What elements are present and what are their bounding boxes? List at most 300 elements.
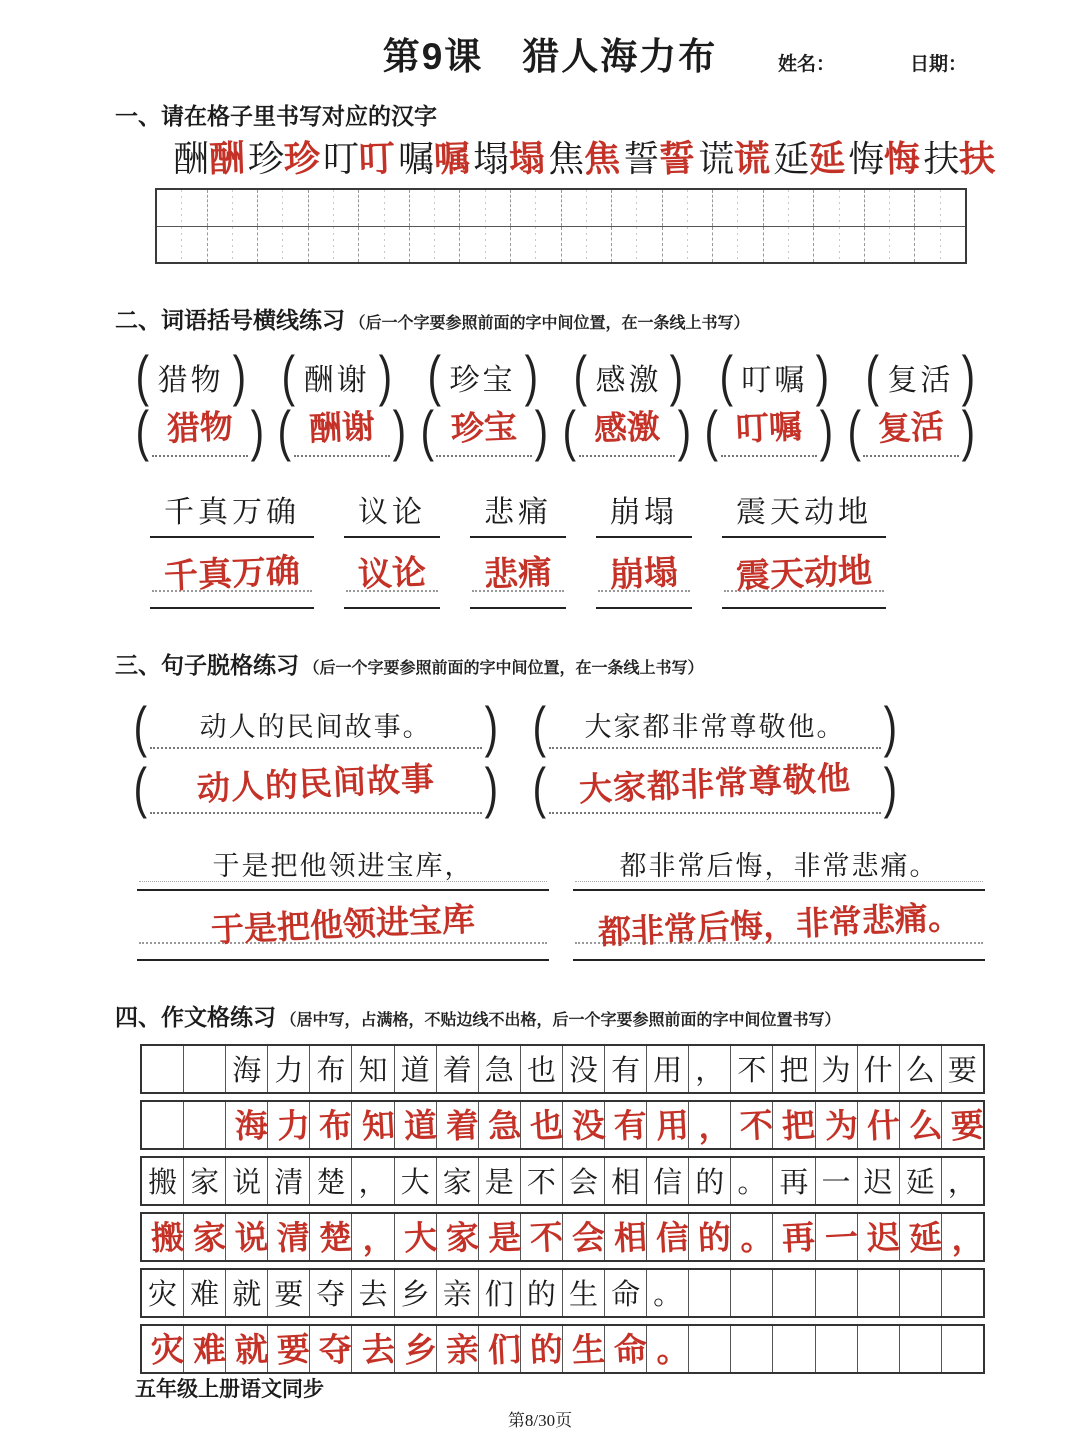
grid-cell [511, 227, 562, 262]
paren-word-hand-slot [863, 406, 959, 457]
composition-cell [858, 1158, 900, 1204]
date-label: 日期： [909, 54, 967, 75]
composition-char: ， [697, 1108, 733, 1146]
composition-cell [310, 1326, 352, 1372]
composition-char: 着 [444, 1108, 480, 1146]
composition-cell [858, 1270, 900, 1316]
composition-cell [395, 1214, 437, 1260]
paren-word-print-item [425, 344, 540, 408]
char-pairs-row [173, 138, 997, 180]
composition-char: 家 [190, 1167, 220, 1200]
footer-page-number: 第8/30页 [507, 1411, 573, 1430]
composition-cell [226, 1102, 268, 1148]
open-paren-glyph: ( [847, 399, 861, 463]
composition-char: 有 [611, 1055, 641, 1088]
composition-cell [605, 1158, 647, 1204]
composition-char: 会 [568, 1167, 598, 1200]
composition-cell [479, 1102, 521, 1148]
line-word-hand-text: 议论 [357, 554, 427, 595]
composition-char: 清 [274, 1167, 304, 1200]
composition-char: 急 [484, 1055, 514, 1088]
line-word-print-slot [470, 487, 566, 538]
composition-char: 大 [402, 1220, 438, 1258]
composition-char: 把 [779, 1055, 809, 1088]
composition-cell [352, 1102, 394, 1148]
composition-cell [226, 1046, 268, 1092]
composition-char: 再 [779, 1167, 809, 1200]
composition-cell [773, 1158, 815, 1204]
page-title: 第9课 猎人海力布 [382, 36, 718, 77]
section3-heading [115, 647, 985, 680]
paren-word-hand-text: 感激 [592, 409, 661, 449]
composition-cell [773, 1102, 815, 1148]
close-paren-glyph: ) [378, 344, 392, 408]
grid-row [157, 190, 965, 226]
composition-cell [226, 1214, 268, 1260]
composition-char: 信 [655, 1220, 691, 1258]
line-word-print-text: 崩塌 [610, 495, 678, 529]
composition-cell [437, 1214, 479, 1260]
close-paren-glyph: ) [819, 399, 834, 463]
composition-char: 海 [234, 1108, 270, 1146]
composition-cell [437, 1158, 479, 1204]
grid-cell [562, 190, 613, 226]
paren-word-print-slot [881, 355, 959, 399]
composition-char: 什 [865, 1108, 901, 1146]
composition-cell [773, 1214, 815, 1260]
composition-cell [563, 1046, 605, 1092]
line-sentence-print-slot [137, 844, 549, 891]
paren-word-hand-slot [721, 406, 817, 457]
composition-cell [521, 1158, 563, 1204]
composition-char: 的 [697, 1220, 733, 1258]
paren-word-hand-text: 叮嘱 [735, 409, 803, 449]
composition-cell [858, 1214, 900, 1260]
name-label: 姓名： [777, 54, 835, 75]
composition-char: 去 [358, 1279, 388, 1312]
grid-cell [410, 227, 461, 262]
grid-cell [713, 190, 764, 226]
composition-char: 生 [571, 1332, 607, 1370]
composition-char: 没 [568, 1055, 598, 1088]
grid-cell [460, 227, 511, 262]
composition-cell [395, 1270, 437, 1316]
composition-char: 没 [571, 1108, 607, 1146]
paren-sentence-print-text: 大家都非常尊敬他。 [584, 712, 846, 743]
composition-char: 就 [232, 1279, 262, 1312]
composition-char: 为 [823, 1108, 859, 1146]
grid-cell [511, 190, 562, 226]
composition-char: 家 [444, 1220, 480, 1258]
line-word-print-text: 千真万确 [164, 495, 300, 529]
composition-char: 搬 [148, 1167, 178, 1200]
composition-cell [647, 1102, 689, 1148]
paren-word-print-slot [444, 355, 522, 399]
paren-word-print-text: 酬谢 [303, 363, 370, 397]
composition-row-print [140, 1268, 985, 1318]
line-words-print-row [150, 487, 985, 538]
composition-cell [816, 1326, 858, 1372]
composition-cell [900, 1046, 942, 1092]
composition-cell [395, 1158, 437, 1204]
paren-word-hand-text: 酬谢 [308, 409, 376, 449]
section4-heading-text: 四、作文格练习 [115, 1003, 276, 1030]
composition-char: 相 [613, 1220, 649, 1258]
paren-word-hand-text: 猎物 [165, 409, 234, 449]
composition-cell [689, 1158, 731, 1204]
character-print: 叮 [323, 139, 360, 179]
open-paren-glyph: ( [281, 344, 295, 408]
character-handwritten: 扶 [958, 138, 997, 180]
composition-cell [689, 1326, 731, 1372]
composition-char: 再 [781, 1220, 817, 1258]
line-word-hand-text: 震天动地 [735, 553, 873, 596]
composition-char: 把 [781, 1108, 817, 1146]
line-words-hand-row [150, 546, 985, 609]
open-paren-glyph: ( [277, 399, 292, 463]
composition-char: 说 [232, 1167, 262, 1200]
composition-char: 要 [276, 1332, 312, 1370]
line-word-hand-text: 千真万确 [163, 553, 301, 596]
character-print: 塌 [473, 139, 510, 179]
composition-cell [563, 1158, 605, 1204]
composition-char: 是 [484, 1167, 514, 1200]
composition-char: ， [950, 1220, 985, 1258]
grid-cell [208, 190, 259, 226]
paren-sentence-hand-text: 大家都非常尊敬他 [578, 761, 852, 810]
character-print: 珍 [248, 139, 285, 179]
line-sentences-print-row [137, 844, 985, 891]
composition-cell [437, 1326, 479, 1372]
composition-char: 乡 [402, 1332, 438, 1370]
paren-word-hand-item [275, 399, 408, 463]
composition-char: 要 [274, 1279, 304, 1312]
composition-char: 。 [655, 1332, 691, 1370]
composition-char: 是 [487, 1220, 522, 1258]
composition-row-print [140, 1156, 985, 1206]
composition-char: 一 [823, 1220, 859, 1258]
composition-cell [184, 1326, 226, 1372]
composition-char: ， [358, 1167, 388, 1200]
paren-word-print-item [133, 344, 248, 408]
grid-cell [865, 190, 916, 226]
composition-cell [268, 1270, 310, 1316]
line-word-print-text: 悲痛 [484, 495, 552, 529]
character-print: 悔 [848, 139, 885, 179]
close-paren-glyph: ) [250, 399, 264, 463]
open-paren-glyph: ( [135, 399, 150, 463]
composition-cell [605, 1326, 647, 1372]
grid-row [157, 226, 965, 262]
composition-char: 知 [358, 1055, 388, 1088]
composition-cell [479, 1158, 521, 1204]
composition-cell [731, 1214, 773, 1260]
open-paren-glyph: ( [133, 694, 148, 758]
open-paren-glyph: ( [573, 344, 587, 408]
section1-heading [115, 98, 985, 131]
composition-char: ， [947, 1167, 977, 1200]
composition-char: 清 [276, 1220, 312, 1258]
composition-cell [900, 1326, 942, 1372]
grid-cell [309, 190, 360, 226]
composition-char: 灾 [150, 1332, 186, 1370]
line-word-print-slot [344, 487, 440, 538]
composition-cell [352, 1046, 394, 1092]
composition-cell [310, 1158, 352, 1204]
character-handwritten: 塌 [508, 138, 546, 180]
composition-char: 不 [529, 1220, 564, 1258]
section2-heading-note: （后一个字要参照前面的字中间位置，在一条线上书写） [349, 315, 750, 333]
line-sentences-hand-row [137, 899, 985, 961]
composition-cell [352, 1158, 394, 1204]
composition-cell [942, 1270, 983, 1316]
grid-cell [258, 190, 309, 226]
composition-char: 有 [613, 1108, 649, 1146]
composition-cell [268, 1326, 310, 1372]
composition-cell [184, 1214, 226, 1260]
line-sentence-hand-slot [137, 899, 549, 961]
line-sentence-print-slot [573, 844, 985, 891]
composition-grid [140, 1044, 985, 1374]
composition-cell [942, 1214, 983, 1260]
close-paren-glyph: ) [961, 344, 976, 408]
composition-cell [395, 1326, 437, 1372]
composition-cell [731, 1046, 773, 1092]
close-paren-glyph: ) [883, 755, 898, 819]
composition-char: 难 [192, 1332, 228, 1370]
paren-sentence-hand-slot [549, 762, 881, 814]
composition-cell [605, 1214, 647, 1260]
composition-cell [900, 1270, 942, 1316]
open-paren-glyph: ( [865, 344, 879, 408]
composition-char: 不 [526, 1167, 556, 1200]
character-handwritten: 酬 [208, 138, 246, 180]
paren-word-print-slot [152, 355, 230, 399]
composition-cell [142, 1102, 184, 1148]
composition-cell [605, 1046, 647, 1092]
paren-word-print-item [571, 344, 686, 408]
composition-cell [521, 1270, 563, 1316]
open-paren-glyph: ( [420, 399, 434, 463]
composition-char: 相 [611, 1167, 641, 1200]
line-sentence-hand-text: 于是把他领进宝库 [210, 901, 476, 950]
composition-char: 用 [653, 1055, 683, 1088]
paren-sentence-hand-item [530, 755, 899, 819]
composition-char: 用 [655, 1108, 691, 1146]
character-print: 酬 [173, 139, 210, 179]
composition-char: 也 [529, 1108, 564, 1146]
composition-cell [521, 1214, 563, 1260]
composition-char: 迟 [865, 1220, 901, 1258]
paren-word-hand-slot [579, 406, 675, 457]
composition-char: 的 [526, 1279, 556, 1312]
composition-cell [268, 1102, 310, 1148]
composition-cell [437, 1270, 479, 1316]
open-paren-glyph: ( [135, 344, 150, 408]
character-handwritten: 延 [808, 138, 846, 180]
close-paren-glyph: ) [961, 399, 976, 463]
composition-cell [731, 1270, 773, 1316]
paren-word-print-slot [589, 355, 667, 399]
composition-char: 说 [234, 1220, 270, 1258]
composition-char: 家 [192, 1220, 228, 1258]
composition-cell [479, 1270, 521, 1316]
composition-cell [773, 1326, 815, 1372]
composition-cell [816, 1158, 858, 1204]
grid-cell [865, 227, 916, 262]
paren-word-print-text: 猎物 [157, 363, 224, 397]
character-handwritten: 珍 [283, 138, 321, 180]
composition-char: 道 [402, 1108, 438, 1146]
composition-cell [900, 1158, 942, 1204]
paren-word-print-item [863, 344, 978, 408]
composition-char: 道 [400, 1055, 430, 1088]
composition-cell [647, 1214, 689, 1260]
composition-cell [142, 1158, 184, 1204]
composition-cell [900, 1214, 942, 1260]
grid-cell [915, 227, 965, 262]
open-paren-glyph: ( [532, 755, 547, 819]
section1-heading-text: 一、请在格子里书写对应的汉字 [115, 103, 437, 129]
composition-row-hand [140, 1212, 985, 1262]
composition-char: 不 [739, 1108, 775, 1146]
composition-char: 们 [487, 1332, 522, 1370]
grid-cell [612, 190, 663, 226]
composition-cell [226, 1158, 268, 1204]
grid-cell [663, 190, 714, 226]
composition-cell [942, 1326, 983, 1372]
composition-char: 生 [568, 1279, 598, 1312]
paren-word-print-text: 感激 [595, 363, 662, 397]
composition-char: 也 [526, 1055, 556, 1088]
line-word-hand-slot [596, 546, 692, 609]
paren-word-hand-item [133, 399, 266, 463]
composition-char: 乡 [400, 1279, 430, 1312]
paren-word-print-slot [298, 355, 376, 399]
close-paren-glyph: ) [677, 399, 691, 463]
section4-heading [115, 999, 985, 1032]
composition-char: 。 [737, 1167, 767, 1200]
composition-cell [521, 1046, 563, 1092]
composition-cell [395, 1102, 437, 1148]
grid-cell [764, 227, 815, 262]
composition-char: 命 [613, 1332, 649, 1370]
grid-cell [612, 227, 663, 262]
close-paren-glyph: ) [484, 694, 498, 758]
character-handwritten: 嘱 [433, 138, 471, 180]
grid-cell [309, 227, 360, 262]
open-paren-glyph: ( [532, 694, 547, 758]
composition-cell [563, 1214, 605, 1260]
composition-cell [310, 1214, 352, 1260]
grid-cell [814, 227, 865, 262]
paren-sentence-print-slot [150, 705, 482, 749]
character-print: 扶 [923, 139, 960, 179]
composition-cell [647, 1158, 689, 1204]
composition-char: 夺 [316, 1279, 346, 1312]
composition-char: 楚 [316, 1167, 346, 1200]
composition-cell [773, 1046, 815, 1092]
paren-word-hand-item [702, 399, 835, 463]
grid-cell [663, 227, 714, 262]
composition-cell [773, 1270, 815, 1316]
composition-cell [310, 1102, 352, 1148]
composition-char: 海 [232, 1055, 262, 1088]
composition-cell [942, 1158, 983, 1204]
line-sentence-hand-text: 都非常后悔，非常悲痛。 [596, 899, 962, 952]
line-word-print-text: 议论 [358, 495, 426, 529]
composition-cell [479, 1214, 521, 1260]
composition-char: 要 [950, 1108, 985, 1146]
close-paren-glyph: ) [232, 344, 246, 408]
composition-char: 迟 [863, 1167, 893, 1200]
composition-cell [689, 1270, 731, 1316]
paren-word-hand-slot [294, 406, 390, 457]
composition-char: 布 [318, 1108, 354, 1146]
line-word-hand-slot [722, 546, 886, 609]
open-paren-glyph: ( [427, 344, 441, 408]
character-print: 誓 [623, 139, 660, 179]
paren-word-hand-text: 复活 [877, 409, 946, 449]
composition-char: 灾 [148, 1279, 178, 1312]
close-paren-glyph: ) [534, 399, 549, 463]
composition-row-hand [140, 1324, 985, 1374]
paren-word-hand-item [845, 399, 978, 463]
grid-cell [713, 227, 764, 262]
composition-cell [142, 1214, 184, 1260]
composition-char: 们 [484, 1279, 514, 1312]
section4-heading-note: （居中写，占满格，不贴边线不出格，后一个字要参照前面的字中间位置书写） [280, 1011, 841, 1029]
composition-cell [647, 1270, 689, 1316]
composition-cell [816, 1102, 858, 1148]
composition-cell [184, 1102, 226, 1148]
composition-char: 大 [400, 1167, 430, 1200]
composition-cell [689, 1046, 731, 1092]
composition-char: 搬 [150, 1220, 186, 1258]
footer-book-label: 五年级上册语文同步 [135, 1377, 324, 1401]
open-paren-glyph: ( [704, 399, 719, 463]
composition-cell [352, 1326, 394, 1372]
grid-cell [258, 227, 309, 262]
composition-cell [310, 1270, 352, 1316]
open-paren-glyph: ( [562, 399, 577, 463]
character-print: 嘱 [398, 139, 435, 179]
composition-char: 就 [234, 1332, 270, 1370]
line-word-hand-text: 悲痛 [483, 554, 553, 595]
composition-cell [942, 1102, 983, 1148]
composition-char: 布 [316, 1055, 346, 1088]
composition-char: 。 [653, 1279, 683, 1312]
composition-cell [689, 1102, 731, 1148]
composition-char: 夺 [318, 1332, 354, 1370]
composition-char: 知 [360, 1108, 396, 1146]
composition-cell [310, 1046, 352, 1092]
composition-char: 难 [190, 1279, 220, 1312]
composition-cell [942, 1046, 983, 1092]
composition-cell [816, 1046, 858, 1092]
composition-char: 力 [274, 1055, 304, 1088]
composition-cell [563, 1102, 605, 1148]
composition-cell [142, 1326, 184, 1372]
composition-cell [479, 1046, 521, 1092]
composition-char: 么 [907, 1108, 943, 1146]
character-print: 延 [773, 139, 810, 179]
paren-word-print-text: 珍宝 [449, 363, 516, 397]
composition-cell [142, 1046, 184, 1092]
composition-cell [816, 1214, 858, 1260]
composition-cell [479, 1326, 521, 1372]
grid-cell [460, 190, 511, 226]
